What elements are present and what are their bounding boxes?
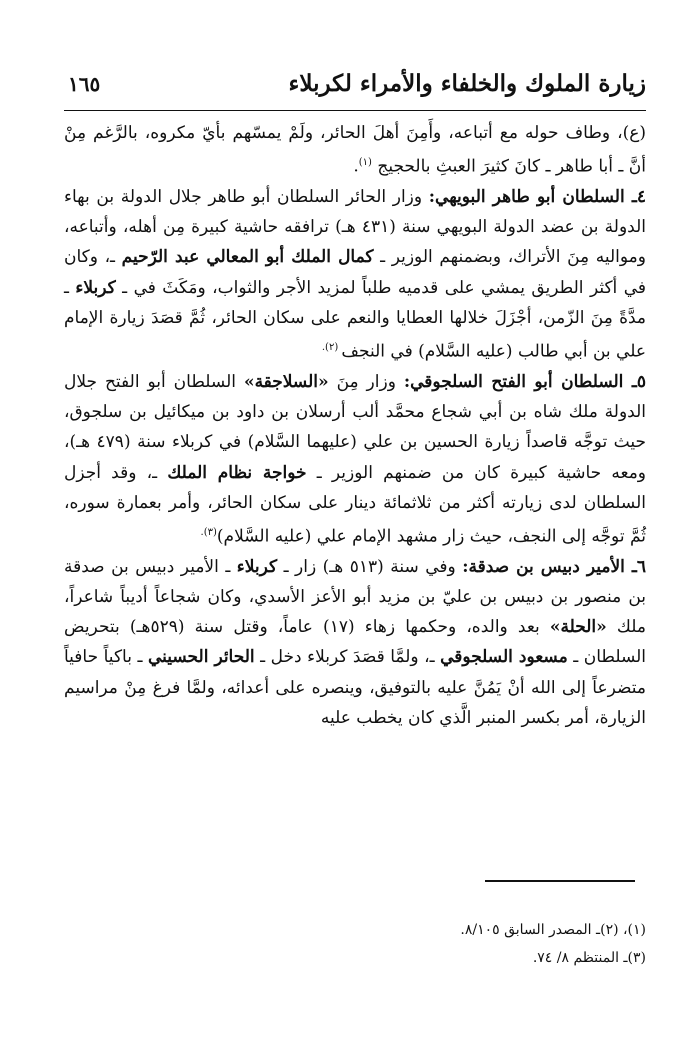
footnote-3: (٣)ـ المنتظم ٨/ ٧٤. xyxy=(532,950,646,966)
paragraph-abu-al-fath xyxy=(64,367,646,552)
page-header xyxy=(64,70,646,111)
running-title: زيارة الملوك والخلفاء والأمراء لكربلاء xyxy=(288,70,646,97)
bold-place: «الحلة» xyxy=(549,617,607,638)
footnote-ref: (٢). xyxy=(321,342,342,354)
section-heading: ٦ـ الأمير دبيس بن صدقة: xyxy=(462,556,646,577)
paragraph-text: السلطان أبو الفتح جلال الدولة ملك شاه بن أبي شجاع محمَّد ألب أرسلان بن داود بن ميكائيل بن سلجوق، حيث توجَّه قاصداً زيارة الحسين بن علي (عليهما السَّلام) في كربلاء سنة (٤٧٩ هـ)، ومعه حاشية كبيرة كان من ضمنهم الوزير ـ xyxy=(64,371,647,483)
paragraph-text: ـ مدَّةً مِنَ الزّمن، أجْزَلَ خلالها العطايا والنعم على سكان الحائر، ثُمَّ قصَدَ زيارة الإمام علي بن أبي طالب (عليه السَّلام) في النجف xyxy=(64,277,646,362)
section-heading: ٥ـ السلطان أبو الفتح السلجوقي: xyxy=(403,371,646,392)
footnotes xyxy=(64,916,646,972)
paragraph-text: وزار الحائر السلطان أبو طاهر جلال الدولة بن بهاء الدولة بن عضد الدولة البويهي سنة (٤٣١ هـ) ترافقه حاشية كبيرة مِن أهله، وأتباعه، ومواليه مِنَ الأتراك، وبضمنهم الوزير ـ xyxy=(64,187,646,268)
bold-name: مسعود السلجوقي xyxy=(440,647,568,668)
footnote-separator xyxy=(485,880,635,882)
paragraph-text: وزار مِنَ xyxy=(328,371,404,392)
bold-name: خواجة نظام الملك xyxy=(167,462,307,483)
footnote-ref: (١) xyxy=(358,157,372,169)
bold-place: الحائر الحسيني xyxy=(147,647,255,668)
section-heading: ٤ـ السلطان أبو طاهر البويهي: xyxy=(428,187,646,208)
paragraph-text: ـ، وقد أجزل السلطان لدى زيارته أكثر من ثلاثمائة دينار على سكان الحائر، وأمر بعمارة سوره، ثُمَّ توجَّه إلى النجف، حيث زار مشهد الإمام علي (عليه السَّلام) xyxy=(64,462,646,547)
paragraph-text: ـ باكياً حافياً متضرعاً إلى الله أنْ يَمُنَّ عليه بالتوفيق، وينصره على أعدائه، ولمَّا فرغ مِنْ مراسيم الزيارة، أمر بكسر المنبر الَّذي كان يخطب عليه xyxy=(64,647,646,728)
page-number: ١٦٥ xyxy=(68,72,101,96)
main-text xyxy=(64,118,646,733)
bold-name: كمال الملك أبو المعالي عبد الرّحيم xyxy=(121,247,374,268)
paragraph-text: وفي سنة (٥١٣ هـ) زار ـ xyxy=(277,556,463,577)
footnote-ref: (٣). xyxy=(200,526,217,538)
paragraph-text: بعد والده، وحكمها زهاء (١٧) عاماً، وقتل سنة (٥٢٩هـ) بتحريض السلطان ـ xyxy=(64,617,647,668)
paragraph-dubays xyxy=(64,552,646,733)
bold-place: كربلاء xyxy=(75,277,116,298)
paragraph-text: ـ الأمير دبيس بن صدقة بن منصور بن دبيس بن عليّ بن مزيد أبو الأعز الأسدي، وكان شجاعاً أديباً شاعراً، ملك xyxy=(64,556,646,638)
paragraph-text: (ع)، وطاف حوله مع أتباعه، وأَمِنَ أهلَ الحائر، ولَمْ يمسّهم بأيّ مكروه، بالرَّغم مِنْ أنَّ ـ أبا طاهر ـ كانَ كثيرَ العبثِ بالحجيج xyxy=(64,123,646,177)
paragraph-text: ـ، وكان في أكثر الطريق يمشي على قدميه طلباً لمزيد الأجر والثواب، ومَكَثَ في ـ xyxy=(64,247,646,298)
paragraph-abu-tahir xyxy=(64,182,646,367)
bold-place: كربلاء xyxy=(236,556,278,577)
paragraph-text: ـ، ولمَّا قصَدَ كربلاء دخل ـ xyxy=(254,647,441,668)
bold-dynasty: «السلاجقة» xyxy=(243,371,329,392)
footnote-1-2: (١)، (٢)ـ المصدر السابق ٨/١٠٥. xyxy=(460,922,646,938)
paragraph-continuation: (ع)، وطاف حوله مع أتباعه، وأَمِنَ أهلَ الحائر، ولَمْ يمسّهم بأيّ مكروه، بالرَّغم مِنْ أنَّ ـ أبا طاهر ـ كانَ كثيرَ العبثِ بالحجيج $^{(١)}$. xyxy=(64,123,646,177)
